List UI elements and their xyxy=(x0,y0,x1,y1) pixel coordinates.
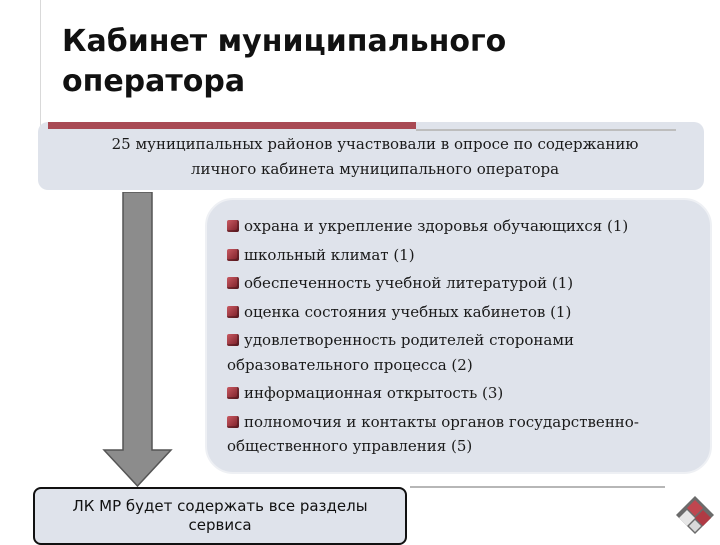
checkbox-bullet-icon xyxy=(227,249,239,261)
checkbox-bullet-icon xyxy=(227,387,239,399)
checkbox-bullet-icon xyxy=(227,416,239,428)
intro-line-2: личного кабинета муниципального оператора xyxy=(190,160,560,178)
list-item: удовлетворенность родителей сторонами образовательного процесса (2) xyxy=(227,331,575,374)
checkbox-bullet-icon xyxy=(227,306,239,318)
page-title xyxy=(62,22,662,102)
checkbox-bullet-icon xyxy=(227,277,239,289)
conclusion-line-2: сервиса xyxy=(188,516,252,534)
list-item: школьный климат (1) xyxy=(227,243,697,268)
checkbox-bullet-icon xyxy=(227,220,239,232)
conclusion-line-1: ЛК МР будет содержать все разделы xyxy=(72,497,368,515)
intro-text xyxy=(60,132,690,182)
list-item: обеспеченность учебной литературой (1) xyxy=(227,271,697,296)
down-arrow-icon xyxy=(95,192,195,492)
list-item: охрана и укрепление здоровья обучающихся (1) xyxy=(227,214,697,239)
page-title-line-2: оператора xyxy=(62,64,246,99)
topics-list xyxy=(227,214,697,463)
list-item: информационная открытость (3) xyxy=(227,381,697,406)
checkbox-bullet-icon xyxy=(227,334,239,346)
list-item: полномочия и контакты органов государственно-общественного управления (5) xyxy=(227,412,639,455)
page-title-line-1: Кабинет муниципального xyxy=(62,24,507,59)
conclusion-box xyxy=(33,487,407,545)
logo-icon xyxy=(672,492,718,538)
frame-line xyxy=(40,0,41,130)
accent-bar xyxy=(48,122,416,129)
divider-line xyxy=(416,129,676,131)
bottom-divider xyxy=(410,486,665,488)
list-item: оценка состояния учебных кабинетов (1) xyxy=(227,300,697,325)
intro-line-1: 25 муниципальных районов участвовали в опросе по содержанию xyxy=(111,135,639,153)
